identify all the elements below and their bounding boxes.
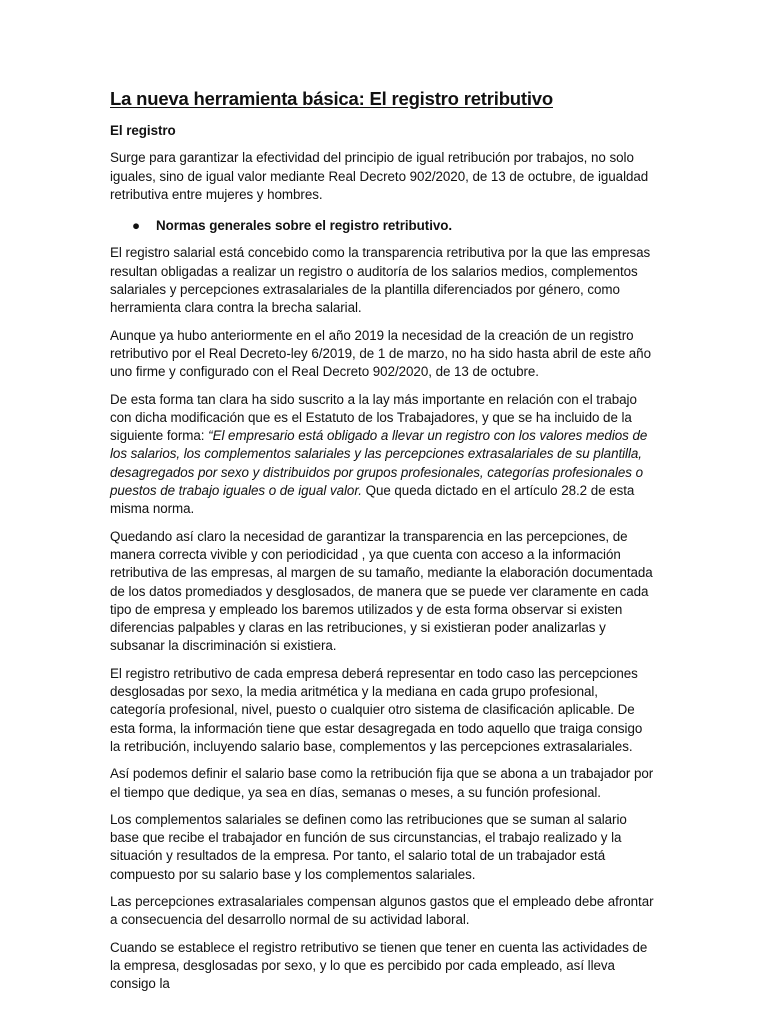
- paragraph-salario-base: Así podemos definir el salario base como la retribución fija que se abona a un trabajador por el tiempo que dedique, ya sea en días, semanas o meses, a su función profesional.: [110, 766, 654, 800]
- bullet-icon: ●: [132, 218, 141, 234]
- bullet-heading-text: Normas generales sobre el registro retributivo.: [156, 218, 453, 234]
- intro-paragraph: Surge para garantizar la efectividad del principio de igual retribución por trabajos, no solo iguales, sino de igual valor mediante Real Decreto 902/2020, de 13 de octubre, de igualdad retributiva entre mujeres y hombres.: [110, 150, 649, 202]
- paragraph-contenido-registro: El registro retributivo de cada empresa deberá representar en todo caso las percepciones desglosadas por sexo, la media aritmética y la mediana en cada grupo profesional, categoría profesional, nivel, puesto o cualquier otro sistema de clasificación aplicable. De esta forma, la información tiene que estar desagregada en todo aquello que traiga consigo la retribución, incluyendo salario base, complementos y las percepciones extrasalariales.: [110, 665, 643, 754]
- section-heading: El registro: [110, 123, 176, 138]
- paragraph-estatuto-lead: De esta forma tan clara ha sido suscrito a la lay más importante en relación con el trabajo con dicha modificación que es el Estatuto de los Trabajadores, y que se ha incluido de la siguiente forma:: [110, 391, 637, 444]
- paragraph-complementos: Los complementos salariales se definen como las retribuciones que se suman al salario base que recibe el trabajador en función de sus circunstancias, el trabajo realizado y la situación y resultados de la empresa. Por tanto, el salario total de un trabajador está compuesto por su salario base y los complementos salariales.: [110, 811, 627, 882]
- paragraph-antecedentes: Aunque ya hubo anteriormente en el año 2019 la necesidad de la creación de un registro retributivo por el Real Decreto-ley 6/2019, de 1 de marzo, no ha sido hasta abril de este año uno firme y configurado con el Real Decreto 902/2020, de 13 de octubre.: [110, 327, 651, 380]
- paragraph-estatuto-tail: Que queda dictado en el artículo 28.2 de esta misma norma.: [110, 483, 635, 517]
- bullet-heading: [110, 217, 656, 235]
- paragraph-establecimiento: Cuando se establece el registro retributivo se tienen que tener en cuenta las actividades de la empresa, desglosadas por sexo, y lo que es percibido por cada empleado, así lleva consigo la: [110, 939, 648, 992]
- estatuto-quote: “El empresario está obligado a llevar un registro con los valores medios de los salarios, los complementos salariales y las percepciones extrasalariales de su plantilla, desagregados por sexo y distribuidos por grupos profesionales, categorías profesionales o puestos de trabajo iguales o de igual valor.: [110, 428, 648, 499]
- paragraph-estatuto: [110, 391, 656, 519]
- paragraph-registro-salarial: El registro salarial está concebido como la transparencia retributiva por la que las empresas resultan obligadas a realizar un registro o auditoría de los salarios medios, complementos salariales y percepciones extrasalariales de la plantilla diferenciados por género, como herramienta clara contra la brecha salarial.: [110, 245, 651, 316]
- document-page: [110, 88, 656, 1002]
- paragraph-extrasalariales: Las percepciones extrasalariales compensan algunos gastos que el empleado debe afrontar a consecuencia del desarrollo normal de su actividad laboral.: [110, 893, 654, 928]
- document-title: La nueva herramienta básica: El registro retributivo: [110, 88, 553, 109]
- paragraph-transparencia: Quedando así claro la necesidad de garantizar la transparencia en las percepciones, de manera correcta vivible y con periodicidad , ya que cuenta con acceso a la información retributiva de las empresas, al margen de su tamaño, mediante la elaboración documentada de los datos promediados y desglosados, de manera que se puede ver claramente en cada tipo de empresa y empleado los baremos utilizados y de esta forma observar si existen diferencias palpables y claras en las retribuciones, y si existieran poder analizarlas y subsanar la discriminación si existiera.: [110, 528, 653, 654]
